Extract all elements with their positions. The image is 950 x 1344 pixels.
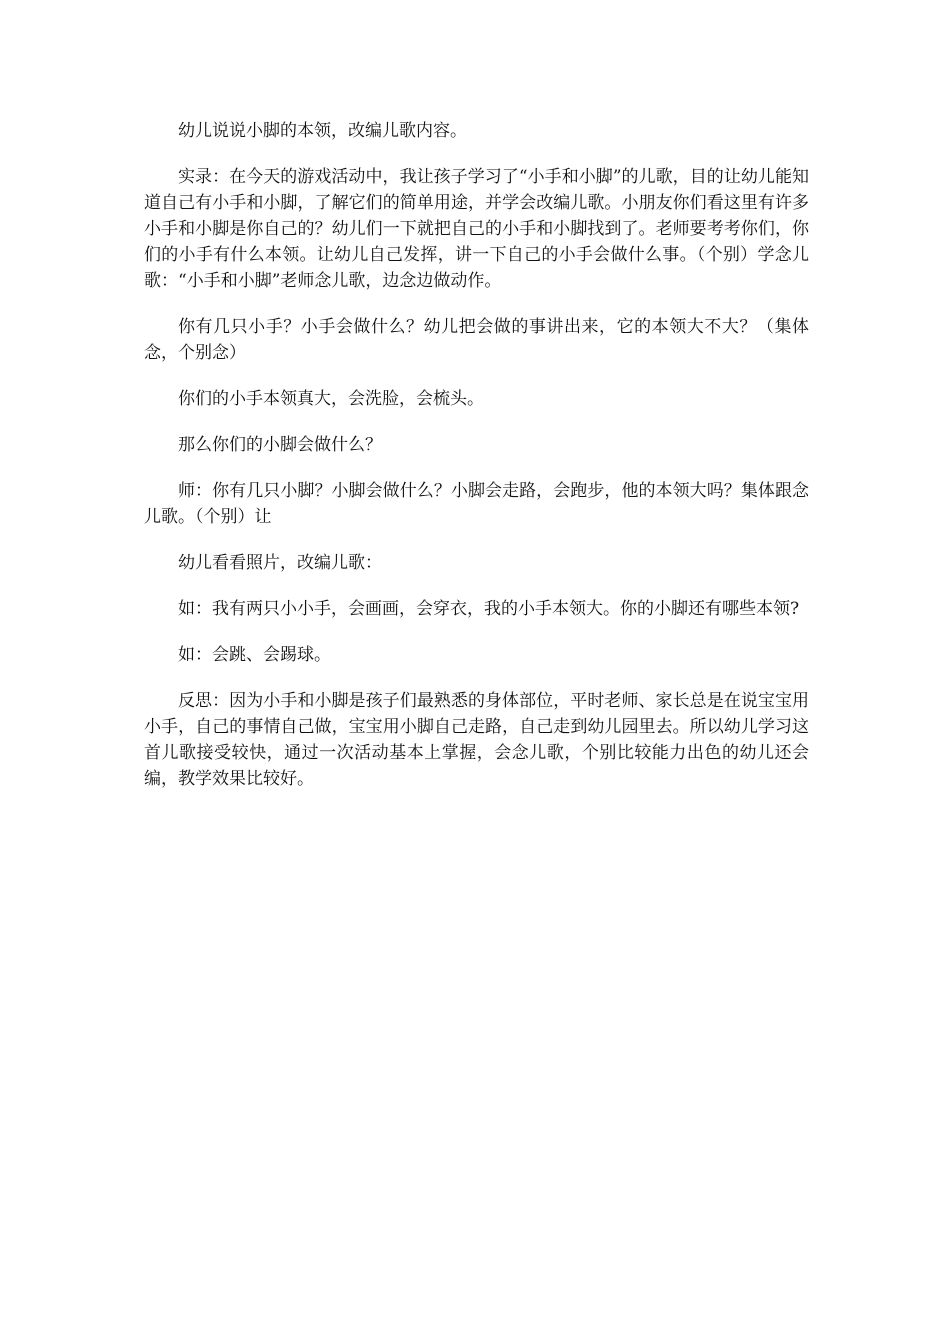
paragraph-record: 实录：在今天的游戏活动中，我让孩子学习了“小手和小脚”的儿歌，目的让幼儿能知道自己有小手和小脚，了解它们的简单用途，并学会改编儿歌。小朋友你们看这里有许多小手和小脚是你自己的？幼儿们一下就把自己的小手和小脚找到了。老师要考考你们，你们的小手有什么本领。让幼儿自己发挥，讲一下自己的小手会做什么事。（个别）学念儿歌：“小手和小脚”老师念儿歌，边念边做动作。 <box>144 167 809 291</box>
paragraph-photos: 幼儿看看照片，改编儿歌： <box>178 553 382 573</box>
paragraph-example-hands: 如：我有两只小小手，会画画，会穿衣，我的小手本领大。你的小脚还有哪些本领? <box>178 599 800 619</box>
paragraph-example-feet: 如：会跳、会踢球。 <box>178 645 331 665</box>
paragraph-reflection: 反思：因为小手和小脚是孩子们最熟悉的身体部位，平时老师、家长总是在说宝宝用小手，自己的事情自己做，宝宝用小脚自己走路，自己走到幼儿园里去。所以幼儿学习这首儿歌接受较快，通过一次活动基本上掌握，会念儿歌，个别比较能力出色的幼儿还会编，教学效果比较好。 <box>144 691 809 789</box>
paragraph-teacher: 师：你有几只小脚？小脚会做什么？小脚会走路，会跑步，他的本领大吗？集体跟念儿歌。（个别）让 <box>144 481 809 527</box>
paragraph-hands-praise: 你们的小手本领真大，会洗脸，会梳头。 <box>178 389 484 409</box>
paragraph-feet-question: 那么你们的小脚会做什么？ <box>178 435 382 455</box>
document-body <box>144 118 809 812</box>
paragraph-hands-question: 你有几只小手？小手会做什么？幼儿把会做的事讲出来，它的本领大不大？（集体念，个别念） <box>144 317 809 363</box>
paragraph-intro: 幼儿说说小脚的本领，改编儿歌内容。 <box>178 121 467 141</box>
